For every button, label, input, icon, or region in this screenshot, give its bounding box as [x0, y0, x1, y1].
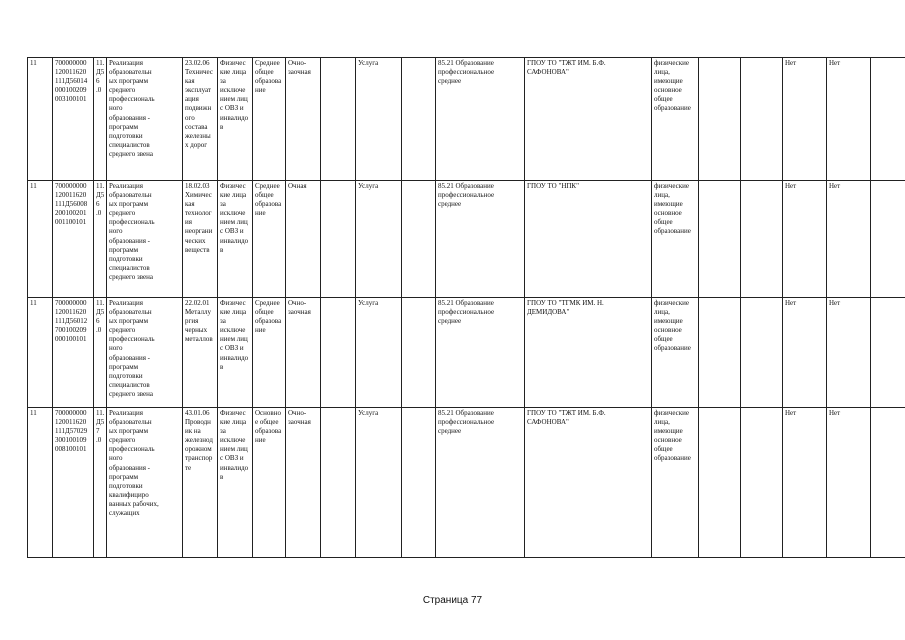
flag-1: Нет — [783, 58, 827, 181]
empty-cell — [741, 298, 783, 408]
consumer-category: физические лица, имеющие основное общее образование — [652, 408, 699, 558]
specialty: 18.02.03 Химичес кая технолог ия неоргани ческих веществ — [183, 181, 218, 298]
empty-cell — [699, 298, 741, 408]
flag-1: Нет — [783, 298, 827, 408]
empty-cell — [402, 298, 436, 408]
record-type: Услуга — [356, 408, 402, 558]
service-name: Реализация образовательн ых программ среднего профессиональ ного образования - программ подготовки специалистов среднего звена — [107, 298, 183, 408]
education-level: Среднее общее образова ние — [253, 181, 286, 298]
empty-cell — [699, 408, 741, 558]
empty-cell — [871, 298, 905, 408]
provider-name: ГПОУ ТО "НПК" — [525, 181, 652, 298]
record-type: Услуга — [356, 181, 402, 298]
group-code: 11.Д56 .0 — [94, 298, 107, 408]
specialty: 43.01.06 Проводн ик на железнод орожном транспор те — [183, 408, 218, 558]
registry-code: 700000000 120011620 111Д57029 300100109 008100101 — [53, 408, 94, 558]
flag-2: Нет — [827, 58, 871, 181]
empty-cell — [402, 58, 436, 181]
row-number: 11 — [28, 58, 53, 181]
empty-cell — [871, 181, 905, 298]
provider-name: ГПОУ ТО "ТГМК ИМ. Н. ДЕМИДОВА" — [525, 298, 652, 408]
flag-2: Нет — [827, 408, 871, 558]
group-code: 11.Д56 .0 — [94, 58, 107, 181]
okved-code: 85.21 Образование профессиональное среднее — [436, 408, 525, 558]
group-code: 11.Д56 .0 — [94, 181, 107, 298]
consumers: Физичес кие лица за исключе нием лиц с ОВЗ и инвалидо в — [218, 181, 253, 298]
record-type: Услуга — [356, 298, 402, 408]
row-number: 11 — [28, 181, 53, 298]
record-type: Услуга — [356, 58, 402, 181]
specialty: 23.02.06 Техничес кая эксплуат ация подвижн ого состава железны х дорог — [183, 58, 218, 181]
table-row — [28, 408, 905, 558]
consumer-category: физические лица, имеющие основное общее образование — [652, 298, 699, 408]
okved-code: 85.21 Образование профессиональное среднее — [436, 181, 525, 298]
specialty: 22.02.01 Металлу ргия черных металлов — [183, 298, 218, 408]
study-form: Очно- заочная — [286, 408, 321, 558]
empty-cell — [321, 58, 356, 181]
consumers: Физичес кие лица за исключе нием лиц с ОВЗ и инвалидо в — [218, 298, 253, 408]
empty-cell — [699, 58, 741, 181]
empty-cell — [871, 58, 905, 181]
empty-cell — [871, 408, 905, 558]
empty-cell — [321, 181, 356, 298]
table-row — [28, 298, 905, 408]
empty-cell — [402, 408, 436, 558]
registry-sheet — [27, 57, 880, 557]
study-form: Очная — [286, 181, 321, 298]
flag-2: Нет — [827, 298, 871, 408]
empty-cell — [741, 58, 783, 181]
empty-cell — [741, 181, 783, 298]
row-number: 11 — [28, 298, 53, 408]
table-row — [28, 58, 905, 181]
consumer-category: физические лица, имеющие основное общее образование — [652, 181, 699, 298]
table-row — [28, 181, 905, 298]
education-level: Основно е общее образова ние — [253, 408, 286, 558]
flag-1: Нет — [783, 408, 827, 558]
empty-cell — [321, 408, 356, 558]
consumers: Физичес кие лица за исключе нием лиц с ОВЗ и инвалидо в — [218, 408, 253, 558]
registry-code: 700000000 120011620 111Д56014 000100209 003100101 — [53, 58, 94, 181]
empty-cell — [699, 181, 741, 298]
education-level: Среднее общее образова ние — [253, 298, 286, 408]
study-form: Очно- заочная — [286, 298, 321, 408]
education-level: Среднее общее образова ние — [253, 58, 286, 181]
service-name: Реализация образовательн ых программ среднего профессиональ ного образования - программ подготовки специалистов среднего звена — [107, 181, 183, 298]
flag-1: Нет — [783, 181, 827, 298]
registry-table — [27, 57, 905, 558]
empty-cell — [321, 298, 356, 408]
registry-code: 700000000 120011620 111Д56012 700100209 000100101 — [53, 298, 94, 408]
okved-code: 85.21 Образование профессиональное среднее — [436, 58, 525, 181]
service-name: Реализация образовательн ых программ среднего профессиональ ного образования - программ подготовки специалистов среднего звена — [107, 58, 183, 181]
empty-cell — [402, 181, 436, 298]
flag-2: Нет — [827, 181, 871, 298]
row-number: 11 — [28, 408, 53, 558]
empty-cell — [741, 408, 783, 558]
service-name: Реализация образовательн ых программ среднего профессиональ ного образования - программ подготовки квалифициро ванных рабочих, служащих — [107, 408, 183, 558]
consumers: Физичес кие лица за исключе нием лиц с ОВЗ и инвалидо в — [218, 58, 253, 181]
provider-name: ГПОУ ТО "ТЖТ ИМ. Б.Ф. САФОНОВА" — [525, 408, 652, 558]
study-form: Очно- заочная — [286, 58, 321, 181]
registry-code: 700000000 120011620 111Д56008 200100201 001100101 — [53, 181, 94, 298]
group-code: 11.Д57 .0 — [94, 408, 107, 558]
page-number: Страница 77 — [422, 595, 483, 606]
provider-name: ГПОУ ТО "ТЖТ ИМ. Б.Ф. САФОНОВА" — [525, 58, 652, 181]
consumer-category: физические лица, имеющие основное общее образование — [652, 58, 699, 181]
okved-code: 85.21 Образование профессиональное среднее — [436, 298, 525, 408]
